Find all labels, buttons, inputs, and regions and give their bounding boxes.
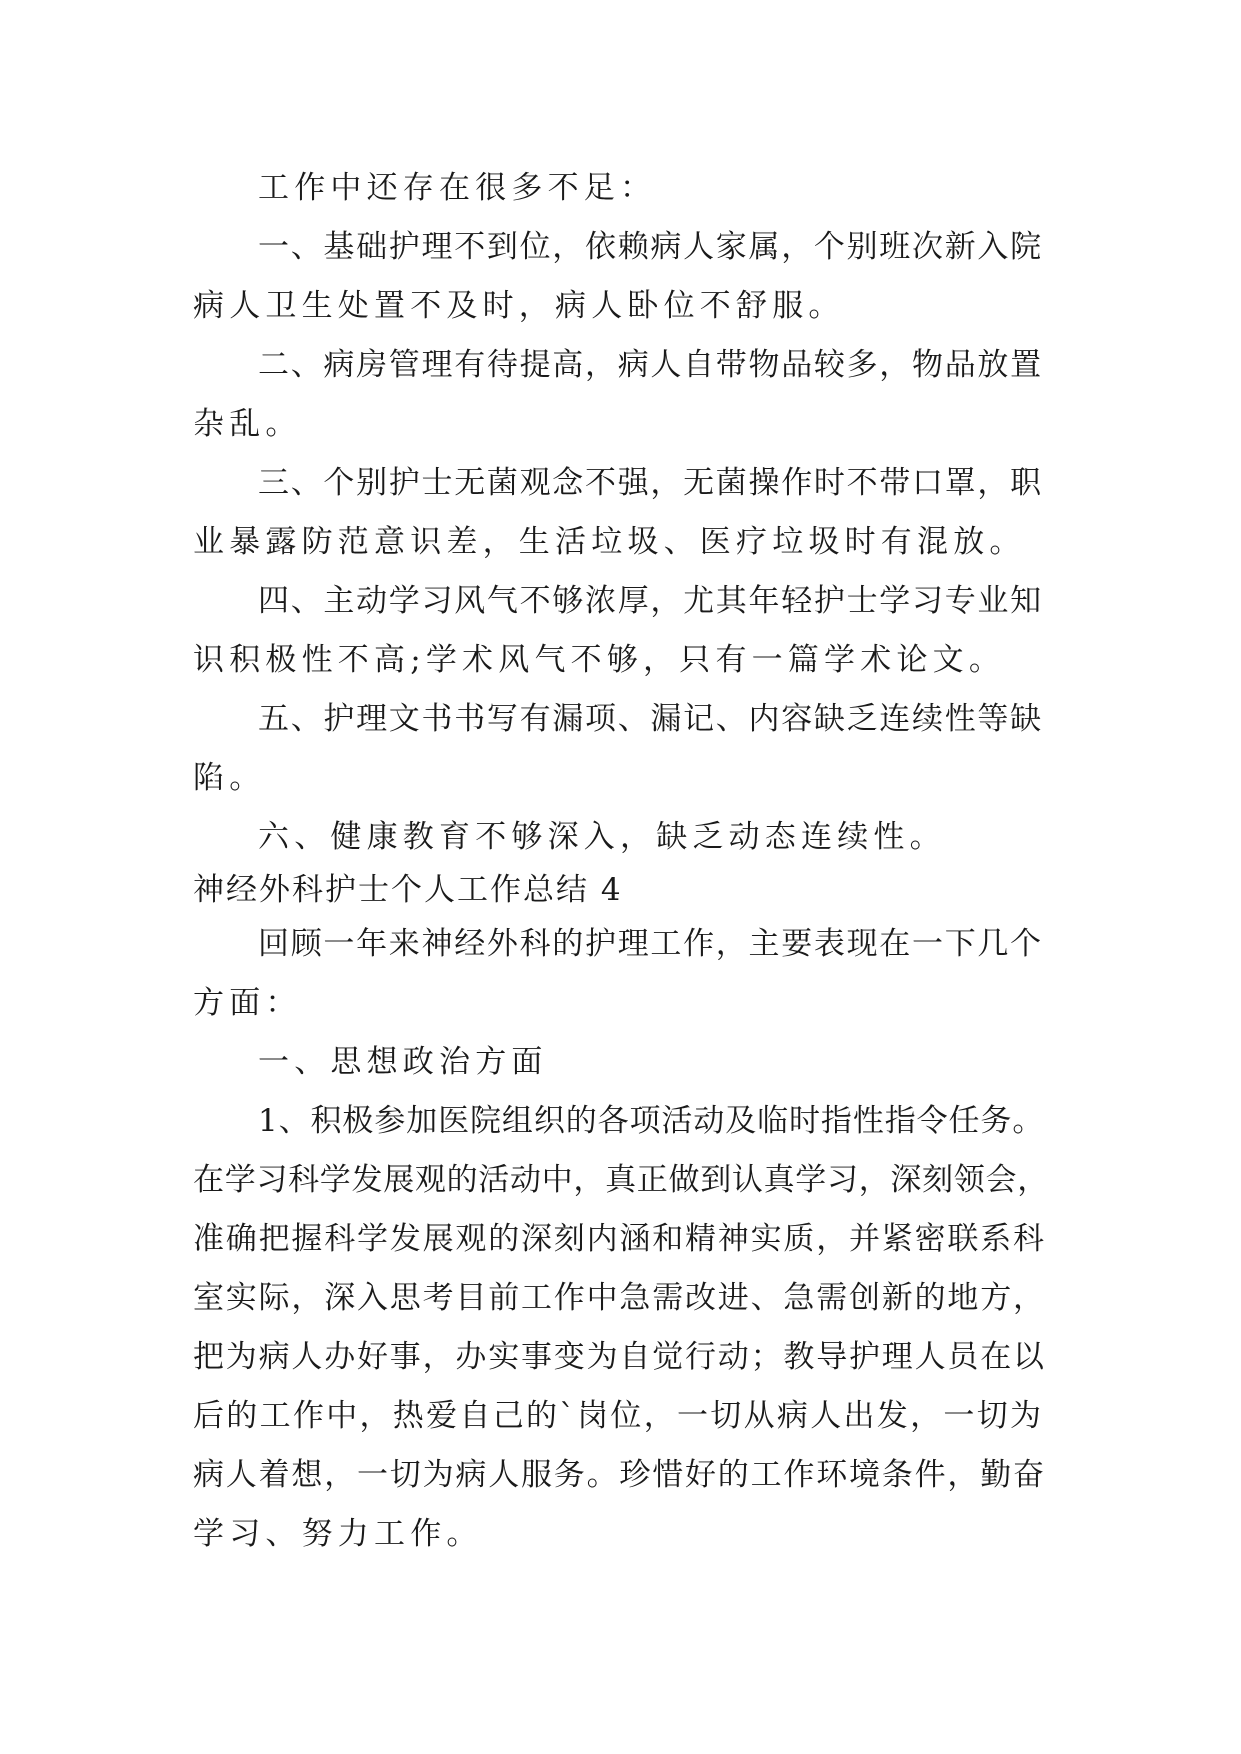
paragraph-line: 陷。 bbox=[193, 760, 266, 796]
subsection-heading: 一、思想政治方面 bbox=[258, 1044, 548, 1080]
section-heading: 神经外科护士个人工作总结 4 bbox=[193, 872, 623, 908]
paragraph-line: 五、护理文书书写有漏项、漏记、内容缺乏连续性等缺 bbox=[258, 701, 1043, 737]
paragraph-line: 病人卫生处置不及时，病人卧位不舒服。 bbox=[193, 288, 845, 324]
paragraph-line: 回顾一年来神经外科的护理工作，主要表现在一下几个 bbox=[258, 926, 1043, 962]
paragraph-line: 后的工作中，热爱自己的`岗位，一切从病人出发，一切为 bbox=[193, 1398, 1044, 1434]
paragraph-line: 三、个别护士无菌观念不强，无菌操作时不带口罩，职 bbox=[258, 465, 1043, 501]
paragraph-line: 病人着想，一切为病人服务。珍惜好的工作环境条件，勤奋 bbox=[193, 1457, 1046, 1493]
paragraph-line: 把为病人办好事，办实事变为自觉行动；教导护理人员在以 bbox=[193, 1339, 1046, 1375]
paragraph-line: 在学习科学发展观的活动中，真正做到认真学习，深刻领会， bbox=[193, 1162, 1049, 1198]
paragraph-line: 业暴露防范意识差，生活垃圾、医疗垃圾时有混放。 bbox=[193, 524, 1026, 560]
paragraph-line: 六、健康教育不够深入，缺乏动态连续性。 bbox=[258, 819, 946, 855]
paragraph-line: 一、基础护理不到位，依赖病人家属，个别班次新入院 bbox=[258, 229, 1043, 265]
paragraph-line: 二、病房管理有待提高，病人自带物品较多，物品放置 bbox=[258, 347, 1043, 383]
paragraph-line: 识积极性不高;学术风气不够，只有一篇学术论文。 bbox=[193, 642, 1006, 678]
paragraph-line: 室实际，深入思考目前工作中急需改进、急需创新的地方， bbox=[193, 1280, 1046, 1316]
paragraph-line: 学习、努力工作。 bbox=[193, 1516, 483, 1552]
paragraph-line: 工作中还存在很多不足： bbox=[258, 170, 657, 206]
paragraph-line: 四、主动学习风气不够浓厚，尤其年轻护士学习专业知 bbox=[258, 583, 1043, 619]
paragraph-line: 杂乱。 bbox=[193, 406, 302, 442]
paragraph-line: 准确把握科学发展观的深刻内涵和精神实质，并紧密联系科 bbox=[193, 1221, 1046, 1257]
paragraph-line: 1、积极参加医院组织的各项活动及临时指性指令任务。 bbox=[258, 1103, 1045, 1139]
paragraph-line: 方面： bbox=[193, 985, 302, 1021]
